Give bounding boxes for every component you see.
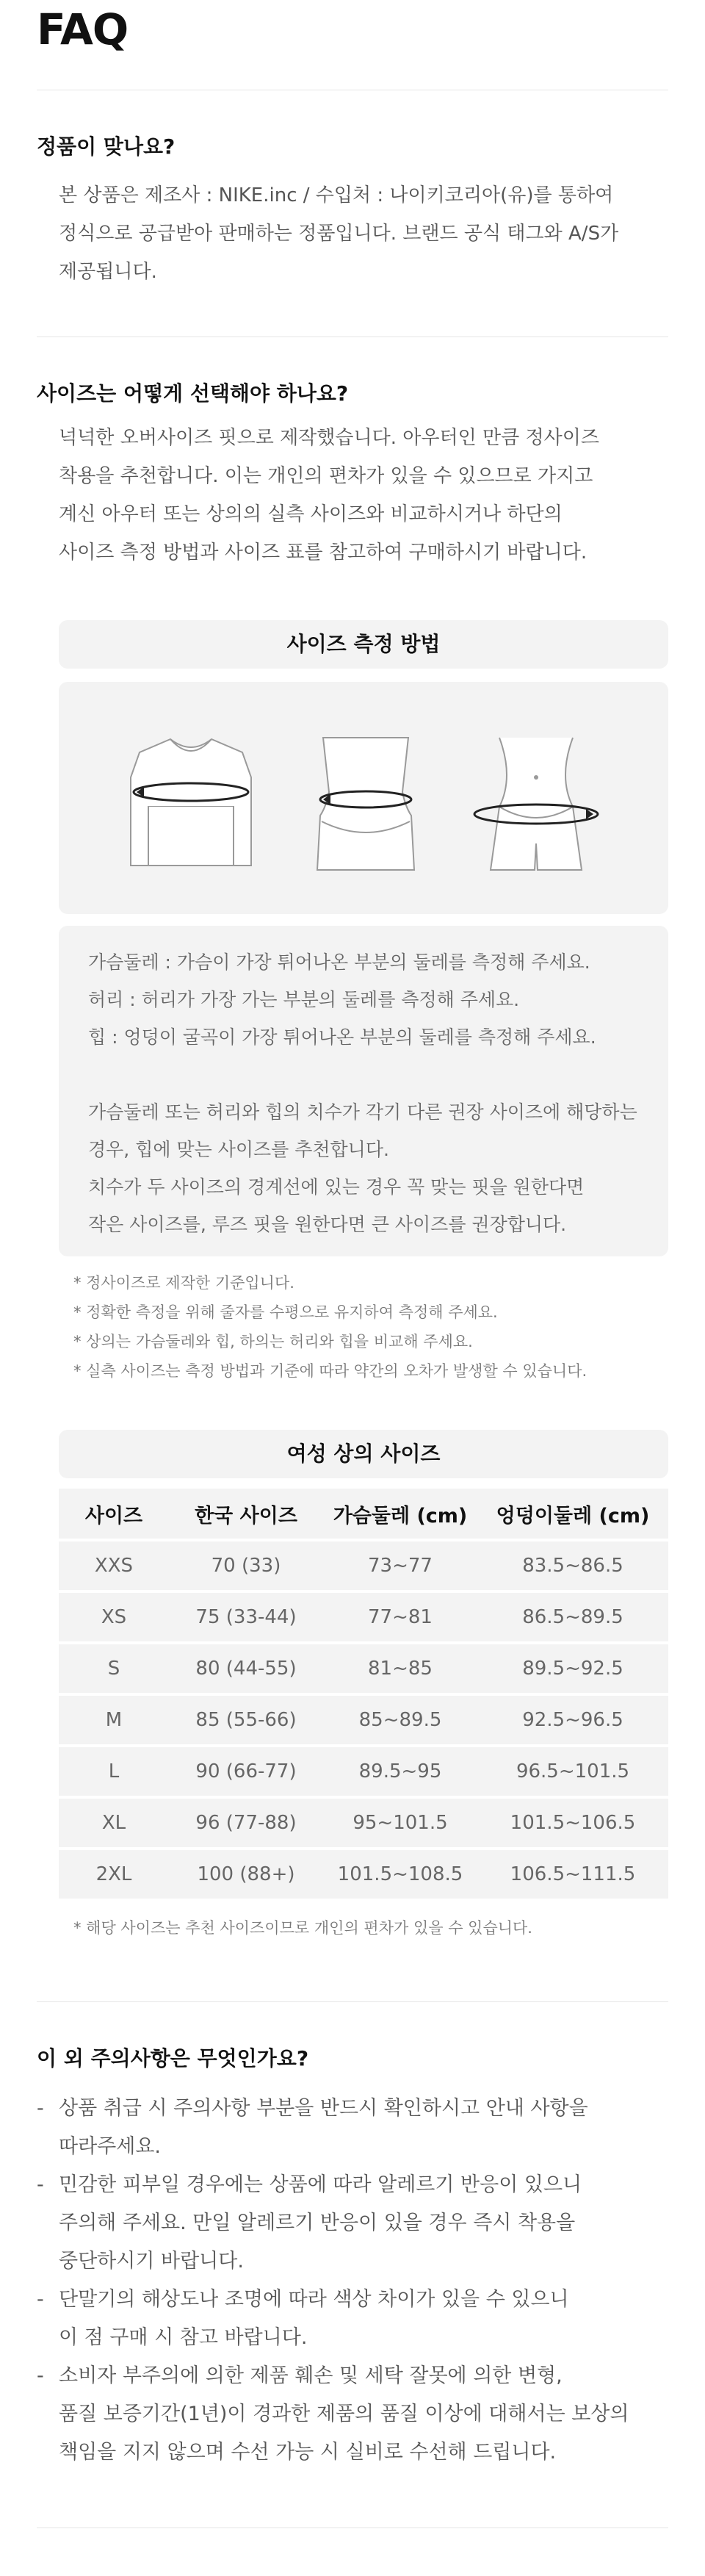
cell-korean-size: 90 (66-77)	[169, 1746, 323, 1797]
cell-size: XL	[59, 1797, 169, 1849]
answer-line: 계신 아우터 또는 상의의 실측 사이즈와 비교하시거나 하단의	[59, 503, 563, 525]
cell-hip: 89.5~92.5	[477, 1643, 668, 1694]
list-item	[37, 2090, 668, 2166]
size-table-note	[73, 1913, 532, 1943]
header-hip: 엉덩이둘레 (cm)	[477, 1489, 668, 1540]
cell-hip: 106.5~111.5	[477, 1849, 668, 1899]
answer-line: 제공됩니다.	[59, 261, 157, 283]
table-row	[59, 1797, 668, 1849]
cell-size: XXS	[59, 1540, 169, 1591]
guide-line: 경우, 힙에 맞는 사이즈를 추천합니다.	[88, 1139, 389, 1160]
cell-hip: 86.5~89.5	[477, 1591, 668, 1643]
cell-hip: 83.5~86.5	[477, 1540, 668, 1591]
cell-hip: 96.5~101.5	[477, 1746, 668, 1797]
table-header-row	[59, 1489, 668, 1540]
cell-hip: 101.5~106.5	[477, 1797, 668, 1849]
measure-illustration	[59, 682, 668, 914]
faq-question-size: 사이즈는 어떻게 선택해야 하나요?	[37, 381, 349, 406]
size-table-title: 여성 상의 사이즈	[59, 1430, 668, 1478]
cell-size: M	[59, 1694, 169, 1746]
guide-line: 가슴둘레 : 가슴이 가장 튀어나온 부분의 둘레를 측정해 주세요.	[88, 951, 590, 973]
list-line: - 상품 취급 시 주의사항 부분을 반드시 확인하시고 안내 사항을	[59, 2097, 588, 2120]
table-row	[59, 1849, 668, 1899]
guide-line: 치수가 두 사이즈의 경계선에 있는 경우 꼭 맞는 핏을 원한다면	[88, 1176, 585, 1198]
precautions-list	[37, 2090, 668, 2472]
cell-chest: 85~89.5	[323, 1694, 477, 1746]
header-chest: 가슴둘레 (cm)	[323, 1489, 477, 1540]
size-table	[59, 1489, 668, 1899]
list-line: 이 점 구매 시 참고 바랍니다.	[59, 2326, 308, 2349]
list-line: - 소비자 부주의에 의한 제품 훼손 및 세탁 잘못에 의한 변형,	[59, 2364, 563, 2387]
list-line: - 단말기의 해상도나 조명에 따라 색상 차이가 있을 수 있으니	[59, 2288, 569, 2311]
cell-size: XS	[59, 1591, 169, 1643]
header-size: 사이즈	[59, 1489, 169, 1540]
list-item	[37, 2357, 668, 2472]
faq-answer-size	[59, 419, 668, 572]
note-line: * 상의는 가슴둘레와 힙, 하의는 허리와 힙을 비교해 주세요.	[73, 1333, 473, 1350]
answer-line: 정식으로 공급받아 판매하는 정품입니다. 브랜드 공식 태그와 A/S가	[59, 223, 619, 245]
divider	[37, 2001, 668, 2002]
cell-size: S	[59, 1643, 169, 1694]
cell-chest: 101.5~108.5	[323, 1849, 477, 1899]
cell-korean-size: 70 (33)	[169, 1540, 323, 1591]
measure-guide	[59, 926, 668, 1256]
measure-notes	[73, 1268, 587, 1386]
guide-line: 허리 : 허리가 가장 가는 부분의 둘레를 측정해 주세요.	[88, 989, 520, 1010]
list-line: 주의해 주세요. 만일 알레르기 반응이 있을 경우 즉시 착용을	[59, 2212, 576, 2234]
answer-line: 사이즈 측정 방법과 사이즈 표를 참고하여 구매하시기 바랍니다.	[59, 542, 588, 564]
note-line: * 해당 사이즈는 추천 사이즈이므로 개인의 편차가 있을 수 있습니다.	[73, 1919, 532, 1937]
answer-line: 본 상품은 제조사 : NIKE.inc / 수입처 : 나이키코리아(유)를 통하여	[59, 184, 614, 206]
guide-line: 작은 사이즈를, 루즈 핏을 원한다면 큰 사이즈를 권장합니다.	[88, 1214, 567, 1235]
cell-chest: 95~101.5	[323, 1797, 477, 1849]
list-line: 따라주세요.	[59, 2135, 161, 2158]
hip-icon	[470, 733, 602, 873]
note-line: * 정확한 측정을 위해 줄자를 수평으로 유지하여 측정해 주세요.	[73, 1303, 498, 1321]
table-row	[59, 1694, 668, 1746]
answer-line: 착용을 추천합니다. 이는 개인의 편차가 있을 수 있으므로 가지고	[59, 465, 593, 487]
cell-korean-size: 96 (77-88)	[169, 1797, 323, 1849]
waist-icon	[307, 733, 424, 873]
table-row	[59, 1540, 668, 1591]
list-item	[37, 2166, 668, 2281]
page-title: FAQ	[37, 4, 129, 54]
list-line: 중단하시기 바랍니다.	[59, 2250, 244, 2273]
faq-question-authentic: 정품이 맞나요?	[37, 134, 176, 159]
cell-chest: 81~85	[323, 1643, 477, 1694]
note-line: * 정사이즈로 제작한 기준입니다.	[73, 1274, 294, 1292]
table-row	[59, 1591, 668, 1643]
faq-answer-authentic	[59, 176, 668, 291]
answer-line: 넉넉한 오버사이즈 핏으로 제작했습니다. 아우터인 만큼 정사이즈	[59, 427, 599, 449]
list-item	[37, 2281, 668, 2357]
cell-chest: 77~81	[323, 1591, 477, 1643]
cell-size: L	[59, 1746, 169, 1797]
tshirt-chest-icon	[125, 733, 257, 873]
cell-hip: 92.5~96.5	[477, 1694, 668, 1746]
faq-question-precautions: 이 외 주의사항은 무엇인가요?	[37, 2046, 309, 2070]
cell-korean-size: 75 (33-44)	[169, 1591, 323, 1643]
note-line: * 실측 사이즈는 측정 방법과 기준에 따라 약간의 오차가 발생할 수 있습니다.	[73, 1362, 588, 1380]
list-line: - 민감한 피부일 경우에는 상품에 따라 알레르기 반응이 있으니	[59, 2173, 582, 2196]
header-korean-size: 한국 사이즈	[169, 1489, 323, 1540]
cell-size: 2XL	[59, 1849, 169, 1899]
cell-korean-size: 100 (88+)	[169, 1849, 323, 1899]
guide-line: 힙 : 엉덩이 굴곡이 가장 튀어나온 부분의 둘레를 측정해 주세요.	[88, 1026, 596, 1048]
table-row	[59, 1746, 668, 1797]
cell-korean-size: 85 (55-66)	[169, 1694, 323, 1746]
measure-title: 사이즈 측정 방법	[59, 620, 668, 669]
list-line: 책임을 지지 않으며 수선 가능 시 실비로 수선해 드립니다.	[59, 2441, 557, 2464]
cell-chest: 89.5~95	[323, 1746, 477, 1797]
cell-korean-size: 80 (44-55)	[169, 1643, 323, 1694]
table-row	[59, 1643, 668, 1694]
cell-chest: 73~77	[323, 1540, 477, 1591]
guide-line: 가슴둘레 또는 허리와 힙의 치수가 각기 다른 권장 사이즈에 해당하는	[88, 1101, 637, 1123]
list-line: 품질 보증기간(1년)이 경과한 제품의 품질 이상에 대해서는 보상의	[59, 2403, 629, 2425]
